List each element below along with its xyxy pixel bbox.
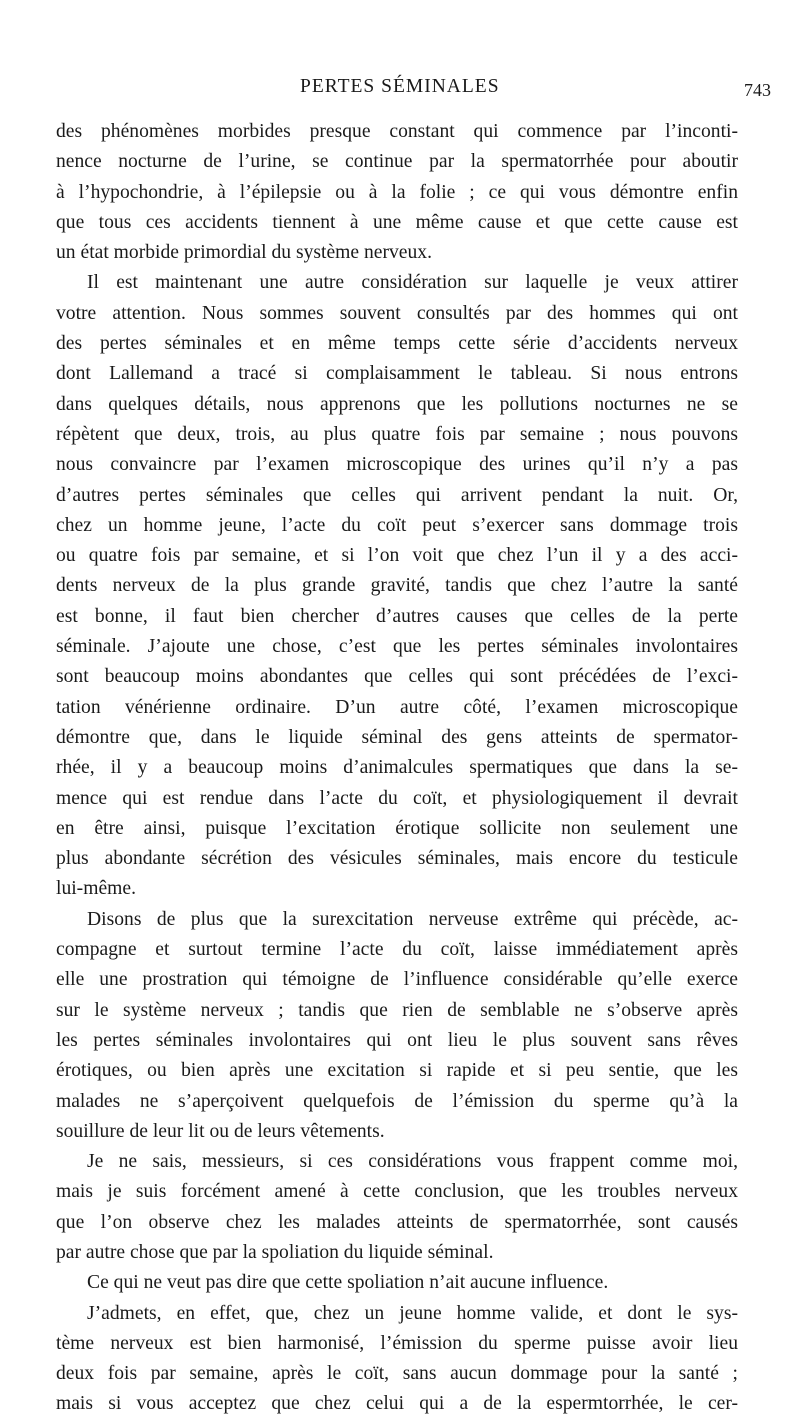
text-line: ou quatre fois par semaine, et si l’on voit que chez l’un il y a des acci- xyxy=(56,545,738,567)
text-line: séminale. J’ajoute une chose, c’est que les pertes séminales involontaires xyxy=(56,636,738,658)
text-line: un état morbide primordial du système nerveux. xyxy=(56,242,432,264)
text-line: votre attention. Nous sommes souvent consultés par des hommes qui ont xyxy=(56,302,738,324)
text-line: Il est maintenant une autre considération sur laquelle je veux attirer xyxy=(87,272,738,294)
text-line: est bonne, il faut bien chercher d’autres causes que celles de la perte xyxy=(56,605,738,627)
text-line: tation vénérienne ordinaire. D’un autre côté, l’examen microscopique xyxy=(56,696,738,718)
text-line: sur le système nerveux ; tandis que rien de semblable ne s’observe après xyxy=(56,999,738,1021)
text-line: dents nerveux de la plus grande gravité, tandis que chez l’autre la santé xyxy=(56,575,738,597)
text-line: souillure de leur lit ou de leurs vêtements. xyxy=(56,1120,385,1142)
text-line: à l’hypochondrie, à l’épilepsie ou à la folie ; ce qui vous démontre enfin xyxy=(56,181,738,203)
text-line: les pertes séminales involontaires qui ont lieu le plus souvent sans rêves xyxy=(56,1029,738,1051)
text-line: des phénomènes morbides presque constant qui commence par l’inconti- xyxy=(56,121,738,142)
text-line: rhée, il y a beaucoup moins d’animalcules spermatiques que dans la se- xyxy=(56,757,738,779)
text-line: mais si vous acceptez que chez celui qui a de la espermtorrhée, le cer- xyxy=(56,1393,738,1415)
text-line: lui-même. xyxy=(56,878,136,900)
body-text xyxy=(56,117,738,1420)
text-line: deux fois par semaine, après le coït, sans aucun dommage pour la santé ; xyxy=(56,1363,738,1385)
text-line: Disons de plus que la surexcitation nerveuse extrême qui précède, ac- xyxy=(87,908,738,930)
text-line: d’autres pertes séminales que celles qui arrivent pendant la nuit. Or, xyxy=(56,484,738,506)
text-line: dans quelques détails, nous apprenons que les pollutions nocturnes ne se xyxy=(56,393,738,415)
text-line: mence qui est rendue dans l’acte du coït, et physiologiquement il devrait xyxy=(56,787,738,809)
text-line: des pertes séminales et en même temps cette série d’accidents nerveux xyxy=(56,333,738,355)
text-line: érotiques, ou bien après une excitation si rapide et si peu sentie, que les xyxy=(56,1060,738,1082)
page-number: 743 xyxy=(744,80,771,100)
text-line: sont beaucoup moins abondantes que celles qui sont précédées de l’exci- xyxy=(56,666,738,688)
text-line: plus abondante sécrétion des vésicules séminales, mais encore du testicule xyxy=(56,848,738,870)
text-line: par autre chose que par la spoliation du liquide séminal. xyxy=(56,1241,494,1263)
text-line: en être ainsi, puisque l’excitation érotique sollicite non seulement une xyxy=(56,817,738,839)
text-line: Ce qui ne veut pas dire que cette spoliation n’ait aucune influence. xyxy=(87,1272,609,1294)
text-line: nence nocturne de l’urine, se continue par la spermatorrhée pour aboutir xyxy=(56,151,738,173)
running-title: PERTES SÉMINALES xyxy=(300,76,500,97)
text-line: malades ne s’aperçoivent quelquefois de l’émission du sperme qu’à la xyxy=(56,1090,738,1112)
text-line: chez un homme jeune, l’acte du coït peut s’exercer sans dommage trois xyxy=(56,514,738,536)
text-line: Je ne sais, messieurs, si ces considérations vous frappent comme moi, xyxy=(87,1151,738,1173)
text-line: démontre que, dans le liquide séminal des gens atteints de spermator- xyxy=(56,726,738,748)
running-head xyxy=(0,76,800,106)
text-line: mais je suis forcément amené à cette conclusion, que les troubles nerveux xyxy=(56,1181,738,1203)
text-line: que tous ces accidents tiennent à une même cause et que cette cause est xyxy=(56,211,738,233)
text-line: dont Lallemand a tracé si complaisamment le tableau. Si nous entrons xyxy=(56,363,738,385)
text-line: tème nerveux est bien harmonisé, l’émission du sperme puisse avoir lieu xyxy=(56,1332,738,1354)
text-line: elle une prostration qui témoigne de l’influence considérable qu’elle exerce xyxy=(56,969,738,991)
text-line: que l’on observe chez les malades atteints de spermatorrhée, sont causés xyxy=(56,1211,738,1233)
text-line: nous convaincre par l’examen microscopique des urines qu’il n’y a pas xyxy=(56,454,738,476)
text-line: compagne et surtout termine l’acte du coït, laisse immédiatement après xyxy=(56,939,738,961)
text-line: répètent que deux, trois, au plus quatre fois par semaine ; nous pouvons xyxy=(56,423,738,445)
text-line: J’admets, en effet, que, chez un jeune homme valide, et dont le sys- xyxy=(87,1302,738,1324)
